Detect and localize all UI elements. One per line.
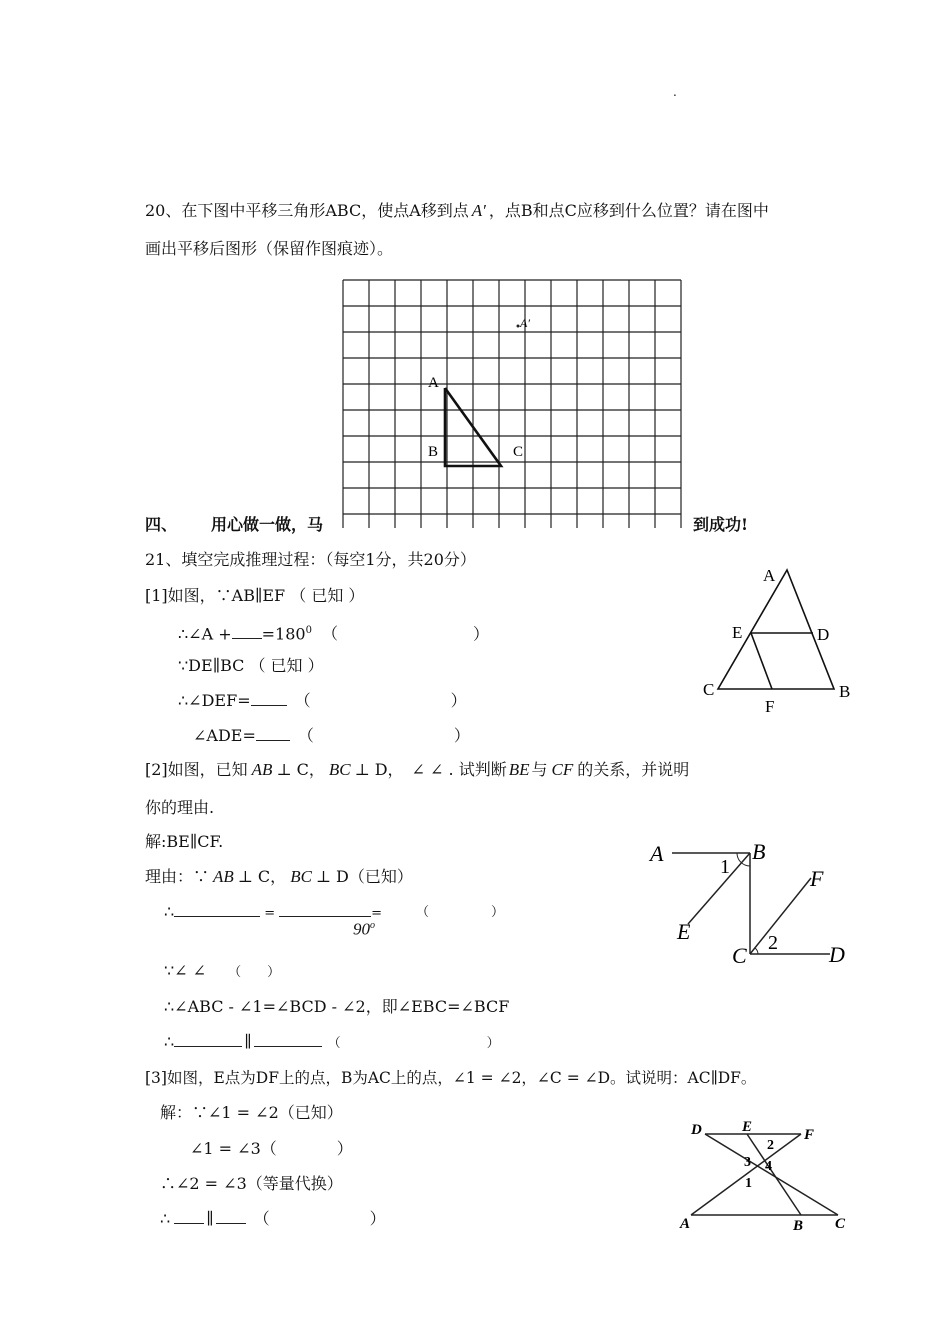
p2-blank-4[interactable]	[254, 1032, 322, 1047]
p2-l1-be: BE	[508, 760, 530, 779]
section4-number: 四、	[145, 515, 178, 534]
p3-blank-1[interactable]	[174, 1209, 204, 1224]
p3-l5-close: ）	[369, 1209, 386, 1228]
p2-ninety-sup: o	[370, 920, 375, 931]
p2-l8-open: （	[327, 1036, 341, 1051]
p1-l4-open: （	[294, 691, 311, 710]
p1-line1: [1]如图，∵AB∥EF （ 已知 ）	[145, 586, 365, 605]
q20-a-prime: A′	[471, 201, 486, 220]
fig1-label-e: E	[732, 623, 743, 642]
p1-l2-text: ∴∠A +	[178, 624, 232, 644]
p2-l5-reason	[416, 902, 504, 923]
grid-lines	[343, 280, 681, 528]
p2-l5-eq2: =	[371, 906, 382, 921]
p1-reason-3[interactable]	[314, 727, 454, 741]
fig3-line-ef-to-a	[691, 1134, 801, 1215]
p2-l1-bc: BC	[328, 760, 351, 779]
p2-l8-close: ）	[486, 1036, 500, 1051]
q20-line1-b: ，点B和点C应移到什么位置？请在图中	[488, 201, 769, 220]
p3-l5-parallel: ∥	[206, 1209, 214, 1228]
p2-l1-ab: AB	[251, 760, 273, 779]
q20-line2: 画出平移后图形（保留作图痕迹）。	[145, 239, 394, 258]
p2-blank-1[interactable]	[174, 902, 260, 917]
p2-l1-h: 与	[531, 760, 548, 779]
p2-l8-parallel: ∥	[244, 1032, 252, 1051]
header-dot: .	[673, 85, 677, 99]
p1-line2	[178, 621, 489, 644]
fig2-label-1: 1	[720, 856, 730, 878]
fig3-label-c: C	[835, 1216, 846, 1232]
fig2-angle-arc-c	[755, 948, 758, 954]
p2-l5-open: （	[416, 905, 430, 920]
p1-l2-open: （	[321, 624, 338, 644]
fig3-line-eb	[747, 1134, 801, 1215]
fig2-label-e: E	[677, 919, 691, 944]
p2-l4-bc: BC	[290, 867, 312, 886]
p2-l1-j: 的关系，并说明	[577, 760, 690, 779]
fig2-label-c: C	[732, 943, 747, 968]
p1-l2-eq: =180	[261, 624, 306, 644]
fig1-label-d: D	[817, 625, 830, 644]
p1-line5	[193, 726, 470, 746]
p2-l4-ab: AB	[213, 867, 234, 886]
p1-line3: ∵DE∥BC （ 已知 ）	[178, 656, 324, 675]
p2-l4-a: 理由：∵	[145, 867, 210, 886]
grid-label-b: B	[428, 444, 439, 460]
fig2-line-be	[688, 853, 750, 924]
p3-line5	[160, 1209, 386, 1229]
p2-reason-1[interactable]	[429, 902, 491, 916]
p2-l1-f: ∠ ∠ . 试判断	[411, 760, 507, 779]
p1-l5-close: ）	[453, 726, 470, 745]
q21-title: 21、填空完成推理过程：（每空1分，共20分）	[145, 550, 476, 569]
parallel-lines-figure-2	[640, 835, 865, 975]
p3-blank-2[interactable]	[216, 1209, 246, 1224]
section4-left: 用心做一做，马	[211, 515, 324, 534]
p2-line2: 你的理由.	[145, 798, 215, 817]
fig2-label-b: B	[752, 839, 766, 864]
fig1-label-b: B	[839, 682, 851, 701]
fig2-line-cf	[750, 878, 811, 954]
p2-l4-c: ⊥ C，	[237, 867, 287, 886]
p2-line5	[164, 902, 382, 924]
fig2-label-a: A	[650, 841, 664, 866]
p2-blank-2[interactable]	[279, 902, 371, 917]
p2-l6-open: （	[228, 965, 242, 980]
p3-l5-open: （	[253, 1209, 270, 1228]
p1-blank-1[interactable]	[232, 624, 262, 639]
p2-line4	[145, 867, 413, 887]
parallel-lines-figure-3	[675, 1112, 860, 1237]
p3-reason-2[interactable]	[270, 1210, 370, 1224]
p2-l5-therefore: ∴	[164, 902, 175, 921]
fig2-label-d: D	[829, 942, 845, 967]
p2-line8	[164, 1032, 500, 1054]
p2-l4-e: ⊥ D（已知）	[315, 867, 413, 886]
fig3-label-e: E	[742, 1119, 753, 1135]
p2-l1-e: ⊥ D，	[354, 760, 404, 779]
fig1-segment-ef	[751, 633, 772, 689]
fig3-label-1: 1	[745, 1176, 752, 1191]
p2-reason-2[interactable]	[241, 962, 267, 976]
p2-l6-a: ∵∠ ∠	[164, 961, 207, 980]
p3-reason-1[interactable]	[277, 1140, 337, 1154]
p2-l1-cf: CF	[551, 760, 574, 779]
p2-line7: ∴∠ABC - ∠1=∠BCD - ∠2，即∠EBC=∠BCF	[164, 997, 510, 1016]
translation-grid-figure	[335, 270, 690, 532]
p1-line4	[178, 691, 467, 711]
grid-label-c: C	[513, 444, 524, 460]
p2-ninety-value: 90	[353, 919, 370, 939]
fig2-label-2: 2	[768, 932, 778, 954]
p3-l5-therefore: ∴	[160, 1209, 171, 1228]
fig3-label-d: D	[691, 1122, 702, 1138]
p3-line4: ∴∠2 = ∠3（等量代换）	[160, 1174, 343, 1193]
p1-l5-open: （	[297, 726, 314, 745]
p3-l3-a: ∠1 = ∠3（	[190, 1139, 277, 1158]
p2-l8-therefore: ∴	[164, 1032, 175, 1051]
grid-label-a: A	[428, 375, 439, 391]
p2-blank-3[interactable]	[174, 1032, 242, 1047]
fig3-label-b: B	[793, 1218, 804, 1234]
p1-l2-sup: 0	[305, 625, 312, 636]
fig3-label-4: 4	[765, 1159, 772, 1174]
p2-ninety	[353, 916, 375, 940]
p2-line3: 解:BE∥CF.	[145, 832, 224, 851]
p3-line1: [3]如图，E点为DF上的点，B为AC上的点，∠1 = ∠2，∠C = ∠D。试说明：AC∥DF。	[145, 1069, 757, 1087]
p2-l5-eq1: =	[264, 906, 276, 921]
p2-l6-close: ）	[267, 965, 281, 980]
fig2-label-f: F	[810, 866, 824, 891]
fig1-label-a: A	[763, 566, 776, 585]
p1-blank-2[interactable]	[251, 691, 287, 706]
p1-reason-1[interactable]	[338, 625, 473, 639]
p2-l1-a: [2]如图，已知	[145, 760, 248, 779]
p2-reason-3[interactable]	[341, 1033, 487, 1047]
p1-l4-text: ∴∠DEF=	[178, 691, 251, 710]
p3-line3	[190, 1139, 353, 1159]
p1-l4-close: ）	[450, 691, 467, 710]
grid-label-a-prime: A′	[520, 316, 530, 330]
p2-l5-close: ）	[491, 905, 505, 920]
fig3-label-2: 2	[767, 1138, 774, 1153]
p2-line1	[145, 760, 689, 780]
p1-blank-3[interactable]	[256, 726, 290, 741]
p1-l5-text: ∠ADE=	[193, 726, 256, 745]
fig1-label-c: C	[703, 680, 715, 699]
p1-reason-2[interactable]	[311, 692, 451, 706]
p1-l2-close: ）	[472, 624, 489, 644]
q20-line1	[145, 201, 769, 221]
p3-line2: 解：∵∠1 = ∠2（已知）	[160, 1103, 343, 1122]
section4-right: 到成功!	[693, 515, 749, 534]
fig3-label-a: A	[680, 1216, 691, 1232]
fig1-label-f: F	[765, 697, 775, 716]
fig3-label-f: F	[804, 1127, 815, 1143]
p2-l1-c: ⊥ C，	[276, 760, 325, 779]
q20-line1-a: 20、在下图中平移三角形ABC，使点A移到点	[145, 201, 469, 220]
p3-l3-close: ）	[336, 1139, 353, 1158]
fig3-label-3: 3	[744, 1155, 751, 1170]
triangle-figure-1	[695, 560, 865, 720]
p2-line6	[164, 961, 280, 983]
